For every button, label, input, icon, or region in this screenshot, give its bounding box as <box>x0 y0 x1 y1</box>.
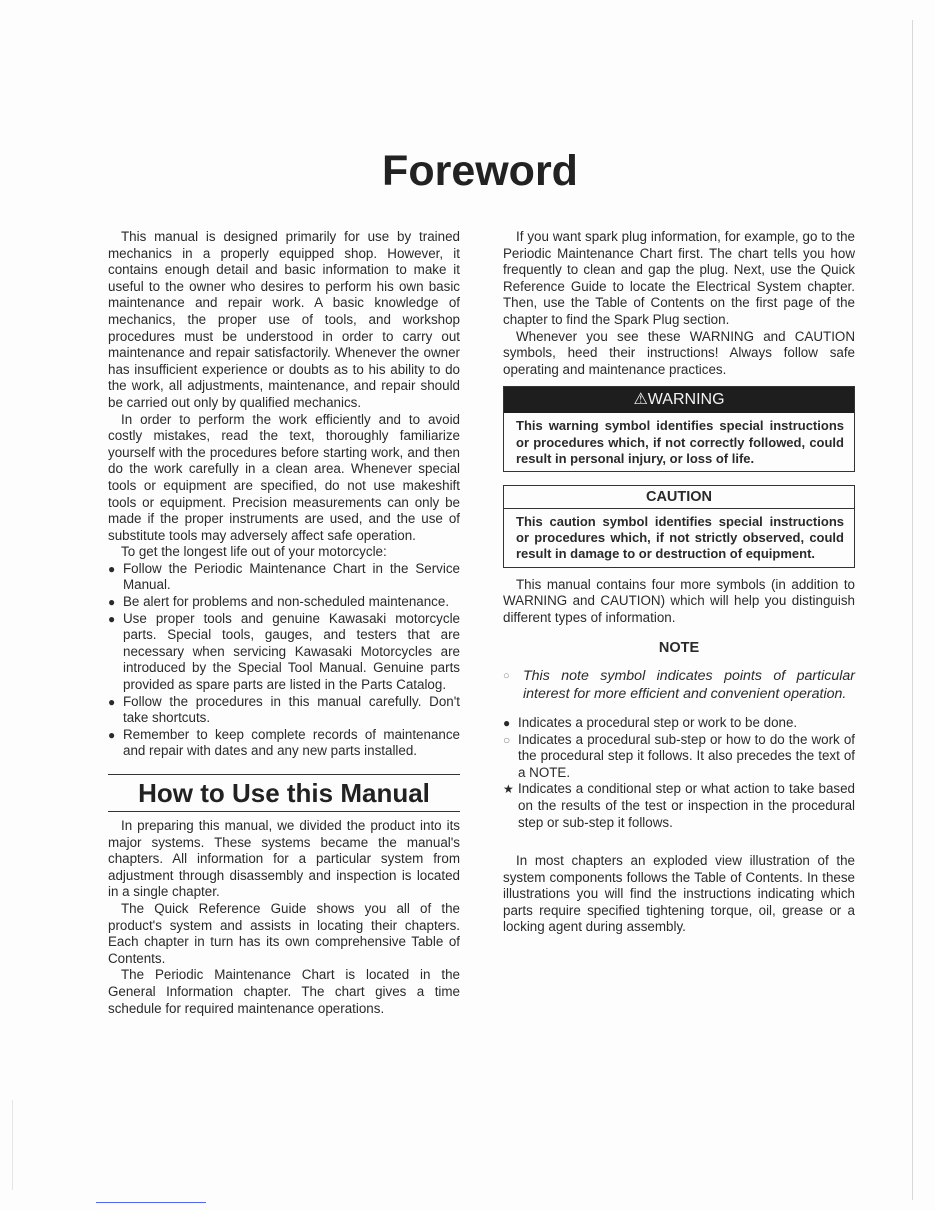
warning-header <box>504 387 854 413</box>
note-heading: NOTE <box>658 640 700 657</box>
left-column <box>108 229 460 1017</box>
bullet-icon: ● <box>108 561 116 576</box>
intro-paragraph: This manual is designed primarily for use by trained mechanics in a properly equipped shop. However, it contains enough detail and basic information to make it useful to the owner who desires to perform his own basic maintenance and repair work. A basic knowledge of mechanics, the proper use of tools, and workshop procedures must be understood in order to carry out maintenance and repair satisfactorily. Whenever the owner has insufficient experience or doubts as to his ability to do the work, all adjustments, maintenance, and repair should be carried out only by qualified mechanics. <box>108 229 460 410</box>
warning-label: WARNING <box>647 391 725 409</box>
exploded-view-paragraph: In most chapters an exploded view illustration of the system components follows the Table of Contents. In these illustrations you will find the instructions indicating which parts require specified tightening torque, oil, grease or a locking agent during assembly. <box>503 853 855 935</box>
list-item <box>503 781 855 831</box>
caution-box <box>503 485 855 568</box>
efficiency-paragraph: In order to perform the work efficiently and to avoid costly mistakes, read the text, thoroughly familiarize yourself with the procedures before starting work, and then do the work carefully in a clean area. Whenever special tools or equipment are specified, do not use makeshift tools or equipment. Precision measurements can only be made if the proper instruments are used, and the use of substitute tools may adversely affect safe operation. <box>108 411 460 543</box>
list-item-text: Follow the procedures in this manual carefully. Don't take shortcuts. <box>123 693 460 726</box>
filled-bullet-icon: ● <box>503 715 511 730</box>
note-text-block <box>503 667 855 703</box>
symbols-intro: This manual contains four more symbols (in addition to WARNING and CAUTION) which will help you distinguish different types of information. <box>503 576 855 625</box>
list-item-text: Be alert for problems and non-scheduled maintenance. <box>123 594 450 610</box>
list-item-text: Indicates a procedural step or work to be done. <box>518 714 798 730</box>
star-icon: ★ <box>503 782 514 797</box>
list-item <box>108 561 460 594</box>
open-circle-icon: ○ <box>503 669 510 682</box>
warning-box <box>503 386 855 472</box>
warning-caution-intro: Whenever you see these WARNING and CAUTION symbols, heed their instructions! Always follow safe operating and maintenance practices. <box>503 328 855 377</box>
open-circle-icon: ○ <box>503 732 511 747</box>
note-text: This note symbol indicates points of particular interest for more efficient and convenient operation. <box>523 667 855 702</box>
section-paragraph: The Quick Reference Guide shows you all of the product's system and assists in locating their chapters. Each chapter in turn has its own comprehensive Table of Contents. <box>108 900 460 966</box>
longest-life-intro: To get the longest life out of your motorcycle: <box>121 544 387 560</box>
caution-text: This caution symbol identifies special instructions or procedures which, if not strictly observed, could result in damage to or destruction of equipment. <box>516 513 844 562</box>
list-item <box>503 732 855 782</box>
list-item <box>108 727 460 760</box>
list-item-text: Use proper tools and genuine Kawasaki motorcycle parts. Special tools, gauges, and testers that are necessary when servicing Kawasaki Motorcycles are introduced by the Special Tool Manual. Genuine parts provided as spare parts are listed in the Parts Catalog. <box>123 610 460 693</box>
spark-plug-paragraph: If you want spark plug information, for example, go to the Periodic Maintenance Chart first. The chart tells you how frequently to clean and gap the plug. Next, use the Quick Reference Guide to locate the Electrical System chapter. Then, use the Table of Contents on the first page of the chapter to find the Spark Plug section. <box>503 229 855 327</box>
footer-link-underline <box>96 1202 206 1203</box>
list-item <box>108 594 460 611</box>
scan-edge-line <box>912 20 913 1200</box>
page-title: Foreword <box>382 146 578 195</box>
warning-triangle-icon: ⚠ <box>633 391 648 409</box>
list-item-text: Indicates a procedural sub-step or how to do the work of the procedural step it follows. It also precedes the text of a NOTE. <box>518 731 855 780</box>
list-item-text: Remember to keep complete records of maintenance and repair with dates and any new parts installed. <box>123 726 460 759</box>
warning-text: This warning symbol identifies special instructions or procedures which, if not correctly followed, could result in personal injury, or loss of life. <box>516 418 844 466</box>
list-item <box>503 715 855 732</box>
bullet-icon: ● <box>108 611 116 626</box>
list-item-text: Indicates a conditional step or what action to take based on the results of the test or inspection in the procedural step or sub-step it follows. <box>518 781 855 830</box>
section-paragraph: In preparing this manual, we divided the product into its major systems. These systems became the manual's chapters. All information for a particular system from adjustment through disassembly and inspection is located in a single chapter. <box>108 818 460 900</box>
bullet-icon: ● <box>108 727 116 742</box>
symbol-legend-list <box>503 715 855 831</box>
maintenance-tips-list <box>108 561 460 760</box>
bullet-icon: ● <box>108 595 116 610</box>
list-item-text: Follow the Periodic Maintenance Chart in the Service Manual. <box>123 560 460 593</box>
scan-edge-line <box>12 1100 13 1190</box>
list-item <box>108 694 460 727</box>
caution-label: CAUTION <box>504 486 854 509</box>
section-heading-how-to-use: How to Use this Manual <box>108 774 460 812</box>
section-paragraph: The Periodic Maintenance Chart is located in the General Information chapter. The chart gives a time schedule for required maintenance operations. <box>108 967 460 1016</box>
right-column <box>503 229 855 936</box>
list-item <box>108 611 460 694</box>
bullet-icon: ● <box>108 694 116 709</box>
